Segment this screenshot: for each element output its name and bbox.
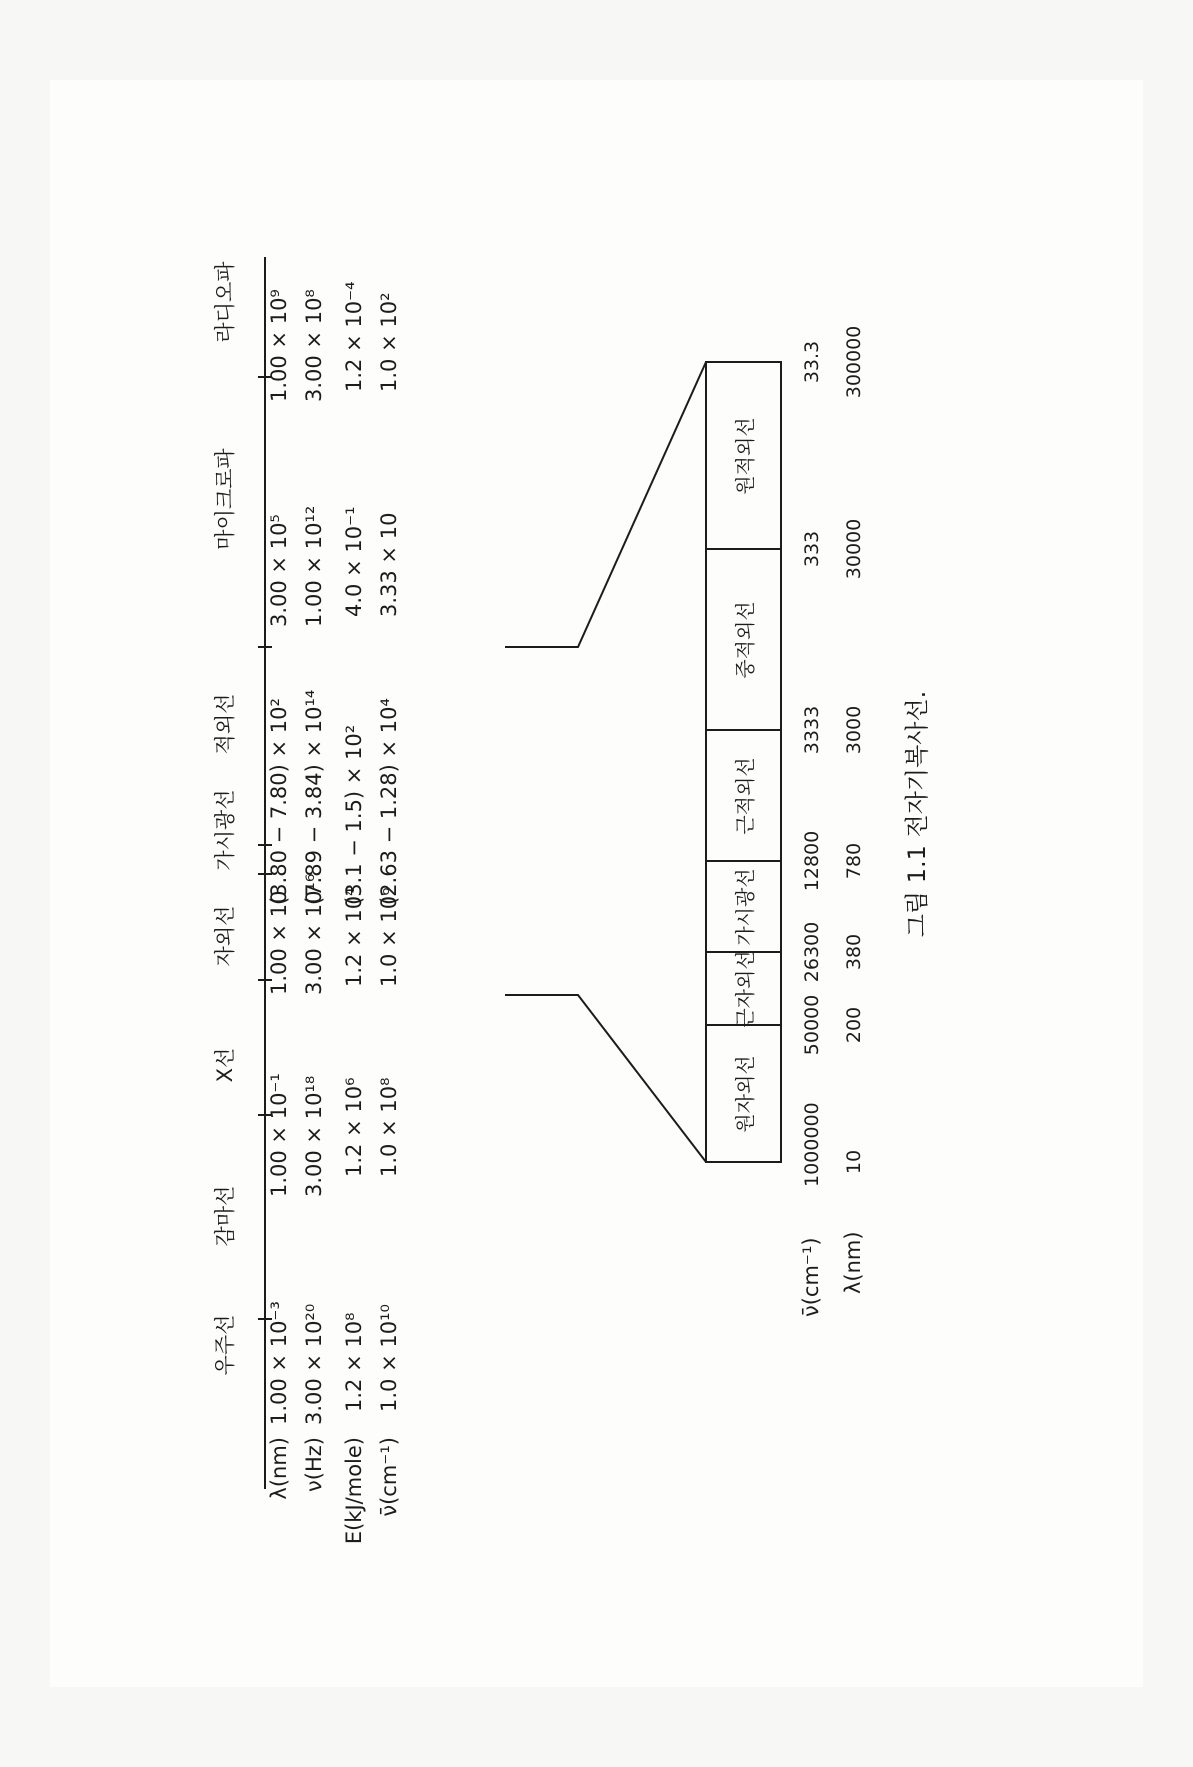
frequency-value: 3.00 × 10⁸ <box>302 289 326 402</box>
wavenumber-tick: 12800 <box>801 830 823 892</box>
row-label-wavenumber: ν̄(cm⁻¹) <box>377 1437 401 1517</box>
row-label-wavelength: λ(nm) <box>267 1437 291 1500</box>
wavenumber-value: 1.0 × 10² <box>377 292 401 392</box>
wavelength-value: (3.80 − 7.80) × 10² <box>267 698 291 905</box>
region-label: 감마선 <box>213 1185 237 1247</box>
region-label: 우주선 <box>213 1314 237 1376</box>
frequency-value: 3.00 × 10²⁰ <box>302 1303 326 1425</box>
wavenumber-value: 1.0 × 10¹⁰ <box>377 1304 401 1412</box>
row-label-energy: E(kJ/mole) <box>342 1437 366 1545</box>
wavelength-tick: 300000 <box>843 325 865 399</box>
wavelength-tick: 780 <box>843 842 865 880</box>
energy-value: 1.2 × 10⁶ <box>342 1077 366 1177</box>
band-label: 원적외선 <box>733 417 757 495</box>
wavenumber-tick: 26300 <box>801 921 823 983</box>
frequency-value: 3.00 × 10¹⁶ <box>302 873 326 995</box>
wavenumber-tick: 3333 <box>801 705 823 755</box>
wavelength-value: 1.00 × 10⁹ <box>267 289 291 402</box>
frequency-value: 1.00 × 10¹² <box>302 505 326 627</box>
wavenumber-value: 1.0 × 10⁸ <box>377 1077 401 1177</box>
wavenumber-value: 1.0 × 10⁶ <box>377 887 401 987</box>
wavelength-scale-label: λ(nm) <box>841 1231 865 1294</box>
wavenumber-tick: 50000 <box>801 994 823 1056</box>
property-table <box>267 281 401 1544</box>
wavenumber-scale-label: ν̄(cm⁻¹) <box>799 1237 823 1317</box>
region-label: 적외선 <box>213 693 237 755</box>
expansion-lines <box>505 362 706 1162</box>
frequency-value: (7.89 − 3.84) × 10¹⁴ <box>302 689 326 905</box>
wavenumber-value: (2.63 − 1.28) × 10⁴ <box>377 698 401 905</box>
wavelength-value: 1.00 × 10⁻¹ <box>267 1073 291 1197</box>
region-labels <box>213 261 237 1376</box>
wavenumber-tick: 333 <box>801 530 823 568</box>
wavelength-value: 1.00 × 10⁻³ <box>267 1301 291 1425</box>
wavelength-tick: 3000 <box>843 705 865 755</box>
band-label: 근적외선 <box>733 757 757 835</box>
energy-value: 1.2 × 10⁻⁴ <box>342 281 366 392</box>
region-label: 가시광선 <box>213 789 237 871</box>
wavenumber-tick: 33.3 <box>801 340 823 384</box>
expansion-line-right <box>505 362 706 647</box>
figure-caption: 그림 1.1 전자기복사선. <box>903 690 931 938</box>
spectrum-overview <box>213 257 401 1544</box>
expansion-line-left <box>505 995 706 1162</box>
region-label: X선 <box>213 1047 237 1083</box>
detail-scales <box>799 326 865 1317</box>
wavelength-value: 3.00 × 10⁵ <box>267 514 291 627</box>
wavelength-tick: 380 <box>843 933 865 971</box>
wavelength-tick: 30000 <box>843 518 865 580</box>
energy-value: 1.2 × 10⁸ <box>342 1312 366 1412</box>
band-label: 가시광선 <box>733 868 757 946</box>
energy-value: 1.2 × 10⁴ <box>342 887 366 987</box>
region-label: 자외선 <box>213 905 237 967</box>
band-label: 중적외선 <box>733 601 757 679</box>
wavenumber-value: 3.33 × 10 <box>377 512 401 617</box>
row-label-frequency: ν(Hz) <box>302 1437 326 1492</box>
wavelength-tick: 10 <box>843 1149 865 1175</box>
band-label: 근자외선 <box>733 950 757 1028</box>
wavelength-value: 1.00 × 10 <box>267 890 291 995</box>
wavenumber-tick: 1000000 <box>801 1102 823 1187</box>
detail-bar <box>706 362 781 1162</box>
band-label: 원자외선 <box>733 1055 757 1133</box>
region-label: 마이크로파 <box>213 448 237 550</box>
frequency-value: 3.00 × 10¹⁸ <box>302 1075 326 1197</box>
energy-value: (3.1 − 1.5) × 10² <box>342 724 366 905</box>
energy-value: 4.0 × 10⁻¹ <box>342 506 366 617</box>
region-label: 라디오파 <box>213 261 237 343</box>
wavelength-tick: 200 <box>843 1006 865 1044</box>
